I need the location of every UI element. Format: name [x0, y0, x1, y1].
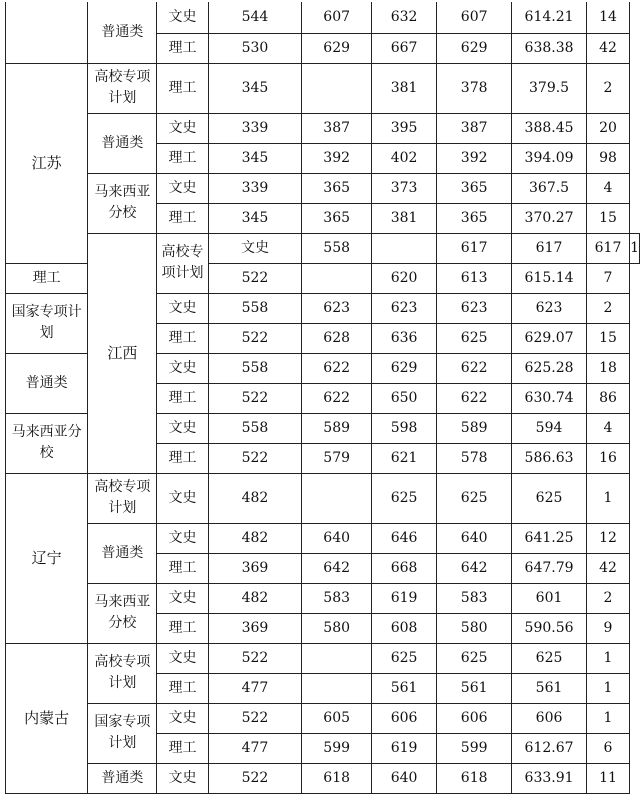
score-cell: 558 — [302, 233, 372, 263]
score-cell: 522 — [208, 383, 302, 413]
score-cell: 620 — [371, 263, 436, 293]
score-cell: 622 — [302, 383, 372, 413]
score-cell: 477 — [208, 733, 302, 763]
score-cell: 345 — [208, 143, 302, 173]
score-cell: 633.91 — [512, 763, 587, 793]
score-cell: 625 — [371, 643, 436, 673]
subject-cell: 理工 — [157, 673, 208, 703]
score-cell: 623 — [437, 293, 512, 323]
score-cell: 14 — [586, 2, 629, 33]
subject-cell: 文史 — [157, 413, 208, 443]
subject-cell: 文史 — [157, 353, 208, 383]
category-cell: 马来西亚分校 — [88, 173, 157, 233]
score-cell: 590.56 — [512, 613, 587, 643]
score-cell: 86 — [586, 383, 629, 413]
score-cell: 622 — [437, 383, 512, 413]
score-cell: 622 — [302, 353, 372, 383]
score-cell: 392 — [437, 143, 512, 173]
score-cell: 594 — [512, 413, 587, 443]
score-cell: 339 — [208, 113, 302, 143]
score-cell: 365 — [302, 173, 372, 203]
score-cell: 18 — [586, 353, 629, 383]
score-cell: 668 — [371, 553, 436, 583]
score-cell: 640 — [302, 523, 372, 553]
score-cell: 629 — [302, 33, 372, 63]
score-cell: 628 — [302, 323, 372, 353]
score-cell: 367.5 — [512, 173, 587, 203]
score-cell: 365 — [437, 173, 512, 203]
score-cell: 12 — [586, 523, 629, 553]
score-cell: 598 — [371, 413, 436, 443]
subject-cell: 理工 — [157, 733, 208, 763]
score-cell: 630.74 — [512, 383, 587, 413]
subject-cell: 理工 — [157, 553, 208, 583]
score-cell: 613 — [437, 263, 512, 293]
category-cell: 普通类 — [6, 353, 88, 413]
subject-cell: 理工 — [157, 443, 208, 473]
table-row — [6, 113, 640, 143]
score-cell: 599 — [302, 733, 372, 763]
score-cell — [302, 63, 372, 113]
score-cell: 477 — [208, 673, 302, 703]
table-row — [6, 233, 640, 263]
subject-cell: 文史 — [157, 703, 208, 733]
score-cell: 387 — [302, 113, 372, 143]
score-cell: 580 — [437, 613, 512, 643]
category-cell: 马来西亚分校 — [88, 583, 157, 643]
table-row — [6, 523, 640, 553]
score-cell: 579 — [302, 443, 372, 473]
table-row — [6, 643, 640, 673]
score-cell: 345 — [208, 63, 302, 113]
score-cell: 578 — [437, 443, 512, 473]
category-cell: 高校专项计划 — [157, 233, 208, 293]
province-cell: 辽宁 — [6, 473, 88, 643]
score-cell — [302, 643, 372, 673]
score-cell: 558 — [208, 293, 302, 323]
table-row — [6, 703, 640, 733]
subject-cell: 文史 — [157, 113, 208, 143]
table-row — [6, 173, 640, 203]
category-cell: 普通类 — [88, 523, 157, 583]
category-cell: 普通类 — [88, 2, 157, 63]
score-cell: 599 — [437, 733, 512, 763]
subject-cell: 文史 — [157, 473, 208, 523]
score-cell: 642 — [437, 553, 512, 583]
score-cell: 395 — [371, 113, 436, 143]
score-cell: 394.09 — [512, 143, 587, 173]
score-cell: 640 — [371, 763, 436, 793]
admission-score-table — [5, 2, 640, 794]
score-cell: 650 — [371, 383, 436, 413]
score-cell: 558 — [208, 413, 302, 443]
subject-cell: 文史 — [208, 233, 302, 263]
score-cell: 640 — [437, 523, 512, 553]
score-cell: 16 — [586, 443, 629, 473]
score-cell: 608 — [371, 613, 436, 643]
score-cell — [371, 233, 436, 263]
category-cell: 普通类 — [88, 763, 157, 793]
score-cell: 1 — [586, 703, 629, 733]
score-cell: 98 — [586, 143, 629, 173]
province-cell: 江苏 — [6, 63, 88, 263]
score-cell: 1 — [586, 473, 629, 523]
score-cell: 369 — [208, 613, 302, 643]
category-cell: 高校专项计划 — [88, 643, 157, 703]
score-cell: 667 — [371, 33, 436, 63]
subject-cell: 文史 — [157, 523, 208, 553]
score-cell: 629 — [371, 353, 436, 383]
score-cell: 4 — [586, 413, 629, 443]
score-cell: 618 — [437, 763, 512, 793]
score-cell: 2 — [586, 583, 629, 613]
score-cell: 42 — [586, 553, 629, 583]
score-cell: 646 — [371, 523, 436, 553]
score-cell: 392 — [302, 143, 372, 173]
subject-cell: 理工 — [157, 323, 208, 353]
score-cell: 583 — [437, 583, 512, 613]
score-cell: 365 — [302, 203, 372, 233]
score-cell: 6 — [586, 733, 629, 763]
score-cell: 369 — [208, 553, 302, 583]
score-cell — [302, 263, 372, 293]
score-cell: 625.28 — [512, 353, 587, 383]
score-cell: 605 — [302, 703, 372, 733]
score-cell: 589 — [437, 413, 512, 443]
score-cell: 1 — [630, 233, 640, 263]
score-cell: 522 — [208, 263, 302, 293]
score-cell: 9 — [586, 613, 629, 643]
score-cell: 381 — [371, 203, 436, 233]
score-cell: 561 — [371, 673, 436, 703]
subject-cell: 理工 — [6, 263, 88, 293]
subject-cell: 理工 — [157, 383, 208, 413]
subject-cell: 文史 — [157, 293, 208, 323]
score-cell: 381 — [371, 63, 436, 113]
subject-cell: 文史 — [157, 763, 208, 793]
score-cell: 629 — [437, 33, 512, 63]
score-cell: 632 — [371, 2, 436, 33]
score-cell: 20 — [586, 113, 629, 143]
table-row — [6, 583, 640, 613]
score-cell: 2 — [586, 293, 629, 323]
subject-cell: 文史 — [157, 2, 208, 33]
score-cell: 625 — [512, 643, 587, 673]
score-cell: 15 — [586, 203, 629, 233]
score-cell: 642 — [302, 553, 372, 583]
score-cell: 522 — [208, 323, 302, 353]
score-cell: 625 — [437, 473, 512, 523]
score-cell — [302, 673, 372, 703]
score-cell: 387 — [437, 113, 512, 143]
score-cell: 614.21 — [512, 2, 587, 33]
table-body — [6, 2, 640, 793]
score-cell: 379.5 — [512, 63, 587, 113]
score-cell: 606 — [437, 703, 512, 733]
score-cell: 589 — [302, 413, 372, 443]
score-cell: 11 — [586, 763, 629, 793]
score-cell: 623 — [371, 293, 436, 323]
score-cell: 606 — [371, 703, 436, 733]
score-cell: 15 — [586, 323, 629, 353]
table-row — [6, 473, 640, 523]
score-cell: 482 — [208, 583, 302, 613]
score-cell: 482 — [208, 523, 302, 553]
score-cell: 625 — [512, 473, 587, 523]
score-cell: 402 — [371, 143, 436, 173]
score-cell: 623 — [302, 293, 372, 323]
category-cell: 马来西亚分校 — [6, 413, 88, 473]
score-cell: 641.25 — [512, 523, 587, 553]
table-row — [6, 2, 640, 33]
score-cell: 522 — [208, 763, 302, 793]
score-cell: 365 — [437, 203, 512, 233]
score-cell: 617 — [586, 233, 629, 263]
score-cell: 42 — [586, 33, 629, 63]
score-cell: 522 — [208, 703, 302, 733]
score-cell: 617 — [512, 233, 587, 263]
table-row — [6, 63, 640, 113]
score-cell: 370.27 — [512, 203, 587, 233]
table-row — [6, 763, 640, 793]
score-cell: 561 — [437, 673, 512, 703]
score-cell: 530 — [208, 33, 302, 63]
score-cell: 522 — [208, 643, 302, 673]
score-cell: 4 — [586, 173, 629, 203]
score-cell: 625 — [437, 323, 512, 353]
category-cell: 高校专项计划 — [88, 473, 157, 523]
score-cell: 2 — [586, 63, 629, 113]
subject-cell: 理工 — [157, 33, 208, 63]
score-cell: 601 — [512, 583, 587, 613]
score-cell: 625 — [371, 473, 436, 523]
score-cell: 607 — [302, 2, 372, 33]
score-cell: 622 — [437, 353, 512, 383]
category-cell: 高校专项计划 — [88, 63, 157, 113]
score-cell: 1 — [586, 643, 629, 673]
score-cell: 619 — [371, 583, 436, 613]
score-cell: 607 — [437, 2, 512, 33]
score-cell: 373 — [371, 173, 436, 203]
score-cell: 378 — [437, 63, 512, 113]
score-cell: 612.67 — [512, 733, 587, 763]
score-cell: 1 — [586, 673, 629, 703]
subject-cell: 理工 — [157, 203, 208, 233]
score-cell — [302, 473, 372, 523]
score-cell: 629.07 — [512, 323, 587, 353]
subject-cell: 理工 — [157, 613, 208, 643]
score-cell: 619 — [371, 733, 436, 763]
province-cell: 江西 — [88, 233, 157, 473]
score-cell: 625 — [437, 643, 512, 673]
score-cell: 345 — [208, 203, 302, 233]
score-cell: 583 — [302, 583, 372, 613]
score-cell: 482 — [208, 473, 302, 523]
score-cell: 647.79 — [512, 553, 587, 583]
subject-cell: 文史 — [157, 173, 208, 203]
subject-cell: 文史 — [157, 643, 208, 673]
score-cell: 544 — [208, 2, 302, 33]
score-cell: 7 — [586, 263, 629, 293]
score-cell: 618 — [302, 763, 372, 793]
score-cell: 615.14 — [512, 263, 587, 293]
score-cell: 621 — [371, 443, 436, 473]
category-cell: 国家专项计划 — [88, 703, 157, 763]
score-cell: 558 — [208, 353, 302, 383]
score-cell: 606 — [512, 703, 587, 733]
score-cell: 580 — [302, 613, 372, 643]
score-cell: 636 — [371, 323, 436, 353]
subject-cell: 理工 — [157, 143, 208, 173]
score-cell: 617 — [437, 233, 512, 263]
score-cell: 339 — [208, 173, 302, 203]
subject-cell: 理工 — [157, 63, 208, 113]
subject-cell: 文史 — [157, 583, 208, 613]
category-cell: 国家专项计划 — [6, 293, 88, 353]
score-cell: 561 — [512, 673, 587, 703]
score-cell: 522 — [208, 443, 302, 473]
province-cell: 内蒙古 — [6, 643, 88, 793]
score-cell: 388.45 — [512, 113, 587, 143]
province-cell — [6, 2, 88, 63]
category-cell: 普通类 — [88, 113, 157, 173]
score-cell: 638.38 — [512, 33, 587, 63]
score-cell: 623 — [512, 293, 587, 323]
score-cell: 586.63 — [512, 443, 587, 473]
